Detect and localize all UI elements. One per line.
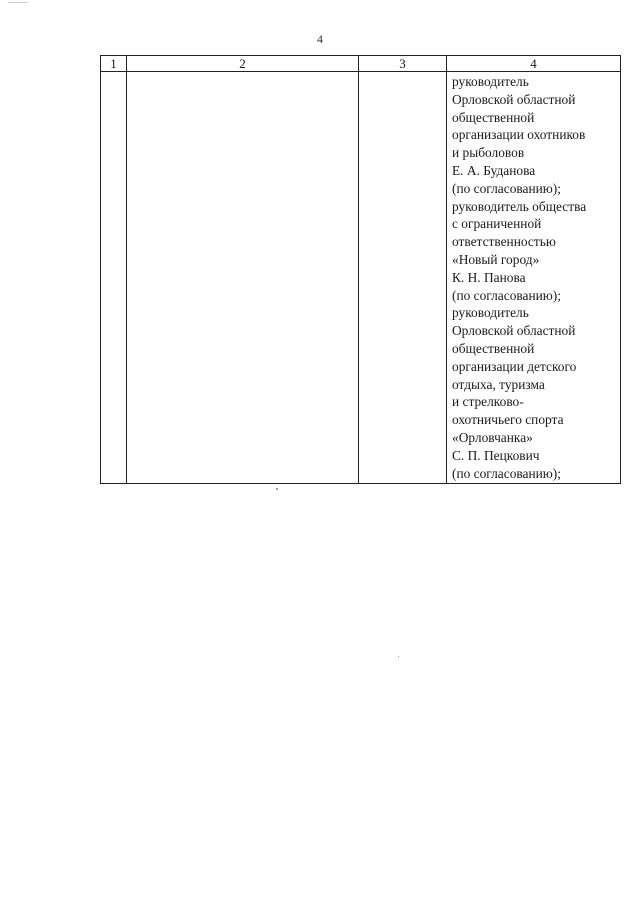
scan-speck (398, 656, 399, 657)
column-header-4: 4 (447, 56, 621, 72)
members-line: организации детского (452, 358, 577, 374)
scan-edge-mark (8, 2, 28, 3)
members-line: Е. А. Буданова (452, 162, 536, 178)
document-table (100, 55, 621, 484)
members-line: руководитель (452, 74, 529, 89)
members-line: ответственностью (452, 234, 556, 250)
members-line: руководитель общества (452, 198, 587, 214)
members-line: организации охотников (452, 127, 586, 143)
members-line: К. Н. Панова (452, 269, 526, 285)
table-header-row (101, 56, 621, 72)
table-cell-col4 (447, 72, 621, 484)
table-row (101, 72, 621, 484)
members-line: руководитель (452, 305, 529, 321)
members-line: С. П. Пецкович (452, 447, 540, 463)
column-header-2: 2 (127, 56, 359, 72)
column-header-3: 3 (359, 56, 447, 72)
members-line: охотничьего спорта (452, 412, 564, 428)
members-line: и рыболовов (452, 145, 525, 161)
members-line: «Новый город» (452, 251, 540, 267)
page-number: 4 (317, 32, 323, 46)
members-line: и стрелково- (452, 394, 524, 410)
members-line: «Орловчанка» (452, 429, 533, 445)
members-list (447, 72, 620, 483)
members-line: общественной (452, 109, 535, 125)
members-line: (по согласованию); (452, 180, 561, 196)
members-line: с ограниченной (452, 216, 542, 232)
table-cell-col1 (101, 72, 127, 484)
members-line: Орловской областной (452, 323, 576, 339)
members-line: отдыха, туризма (452, 376, 545, 392)
table-cell-col3 (359, 72, 447, 484)
scan-speck (276, 488, 278, 490)
members-line: Орловской областной (452, 91, 576, 107)
table-cell-col2 (127, 72, 359, 484)
members-line: общественной (452, 340, 535, 356)
members-line: (по согласованию); (452, 465, 561, 481)
members-line: (по согласованию); (452, 287, 561, 303)
column-header-1: 1 (101, 56, 127, 72)
